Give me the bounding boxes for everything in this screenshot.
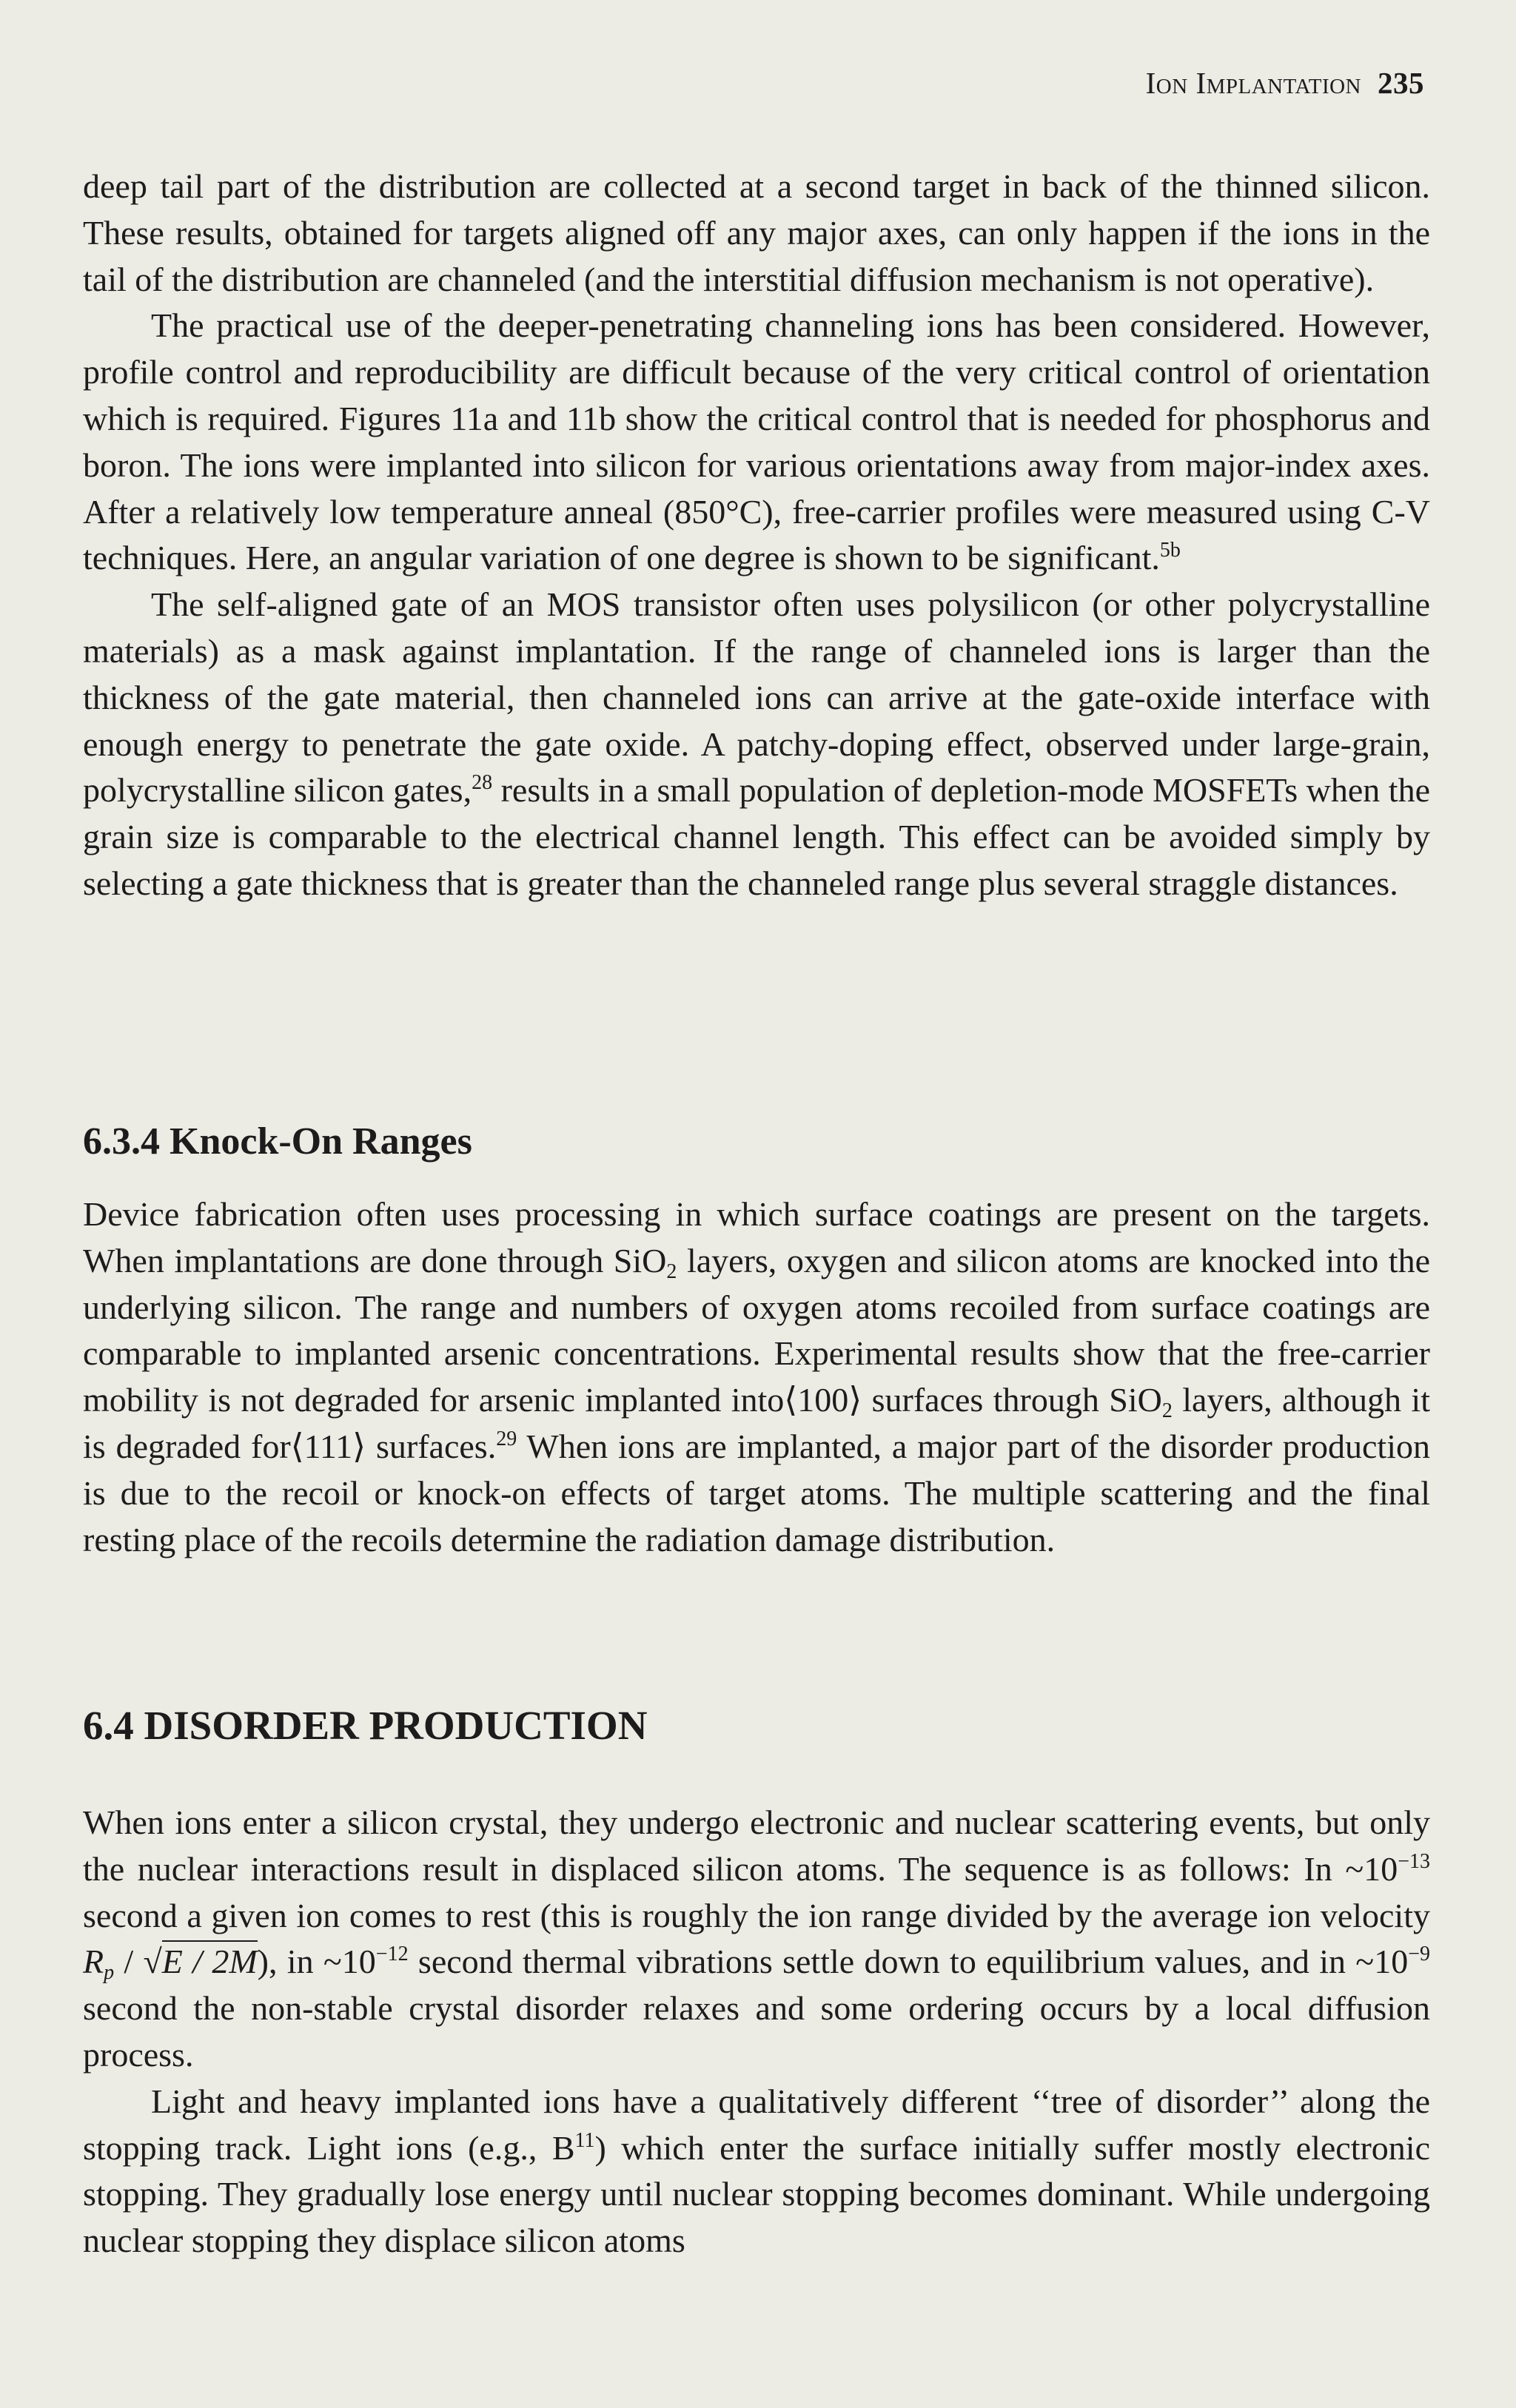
math-variable-R: R <box>83 1943 104 1981</box>
sqrt-sign: √ <box>143 1943 162 1981</box>
paragraph-5-text: second thermal vibrations settle down to equilibrium values, and in ~10 <box>408 1943 1409 1981</box>
reference-superscript: 29 <box>496 1427 517 1450</box>
paragraph-2 <box>83 303 1430 582</box>
running-title: Ion Implantation <box>1145 66 1361 100</box>
exponent: −12 <box>375 1943 409 1966</box>
sqrt-body: E / 2M <box>162 1940 258 1980</box>
paragraph-6-text: ) which enter the surface initially suffer mostly electronic stopping. They gradually lose energy until nuclear stopping becomes dominant. While undergoing nuclear stopping they displace silicon atoms <box>83 2128 1431 2260</box>
paragraph-3-text-a: The self-aligned gate of an MOS transistor often uses polysilicon (or other polycrystalline materials) as a mask against implantation. If the range of channeled ions is larger than the thickness of the gate material, then channeled ions can arrive at the gate-oxide interface with enough energy to penetrate the gate oxide. A patchy-doping effect, observed under large-grain, polycrystalline silicon gates, <box>83 585 1430 810</box>
paragraph-4-text: When ions are implanted, a major part of the disorder production is due to the recoil or knock-on effects of target atoms. The multiple scattering and the final resting place of the recoils determine the radiation damage distribution. <box>83 1427 1430 1558</box>
paragraph-1-text: deep tail part of the distribution are collected at a second target in back of the thinned silicon. These results, obtained for targets aligned off any major axes, can only happen if the ions in the tail of the distribution are channeled (and the interstitial diffusion mechanism is not operative). <box>83 167 1430 298</box>
paragraph-3-text-b: results in a small population of depletion-mode MOSFETs when the grain size is comparable to the electrical channel length. This effect can be avoided simply by selecting a gate thickness that is greater than the channeled range plus several straggle distances. <box>83 771 1431 902</box>
section-heading-6-4: 6.4 DISORDER PRODUCTION <box>83 1703 648 1748</box>
subscript: 2 <box>666 1260 677 1283</box>
paragraph-6-text: Light and heavy implanted ions have a qualitatively different ‘‘tree of disorder’’ along the stopping track. Light ions (e.g., B <box>83 2082 1430 2167</box>
paragraph-5-text: second the non-stable crystal disorder relaxes and some ordering occurs by a local diffusion process. <box>83 1989 1430 2074</box>
paragraph-1 <box>83 164 1430 303</box>
subscript: 2 <box>1161 1399 1173 1423</box>
section-heading-6-3-4: 6.3.4 Knock-On Ranges <box>83 1120 472 1163</box>
paragraph-6 <box>83 2079 1430 2264</box>
paragraph-5 <box>83 1800 1430 2079</box>
reference-superscript: 5b <box>1159 539 1181 562</box>
paragraph-4-text: layers, although it is degraded for⟨111⟩ surfaces. <box>83 1381 1430 1465</box>
page-number: 235 <box>1378 66 1424 100</box>
paragraph-4 <box>83 1191 1430 1563</box>
exponent: −9 <box>1408 1943 1430 1966</box>
math-operator: / <box>114 1943 144 1981</box>
reference-superscript: 28 <box>472 771 493 795</box>
isotope-superscript: 11 <box>574 2128 595 2152</box>
running-head <box>1146 65 1424 101</box>
subscript: p <box>104 1961 115 1985</box>
paragraph-5-text: When ions enter a silicon crystal, they undergo electronic and nuclear scattering events, but only the nuclear interactions result in displaced silicon atoms. The sequence is as follows: In ~10 <box>83 1803 1430 1888</box>
body-text-disorder <box>83 1800 1430 2264</box>
body-text-top <box>83 164 1430 907</box>
paragraph-2-text: The practical use of the deeper-penetrating channeling ions has been considered. However, profile control and reproducibility are difficult because of the very critical control of orientation which is required. Figures 11a and 11b show the critical control that is needed for phosphorus and boron. The ions were implanted into silicon for various orientations away from major-index axes. After a relatively low temperature anneal (850°C), free-carrier profiles were measured using C-V techniques. Here, an angular variation of one degree is shown to be significant. <box>83 306 1430 577</box>
body-text-knock-on <box>83 1191 1430 1563</box>
paragraph-4-text: layers, oxygen and silicon atoms are knocked into the underlying silicon. The range and numbers of oxygen atoms recoiled from surface coatings are comparable to implanted arsenic concentrations. Experimental results show that the free-carrier mobility is not degraded for arsenic implanted into⟨100⟩ surfaces through SiO <box>83 1241 1430 1419</box>
paragraph-5-text: second a given ion comes to rest (this is roughly the ion range divided by the average ion velocity <box>83 1896 1430 1934</box>
paragraph-5-text: ), in ~10 <box>257 1943 376 1981</box>
exponent: −13 <box>1398 1849 1430 1873</box>
paragraph-3 <box>83 582 1430 907</box>
paragraph-4-text: Device fabrication often uses processing in which surface coatings are present on the targets. When implantations are done through SiO <box>83 1195 1430 1279</box>
